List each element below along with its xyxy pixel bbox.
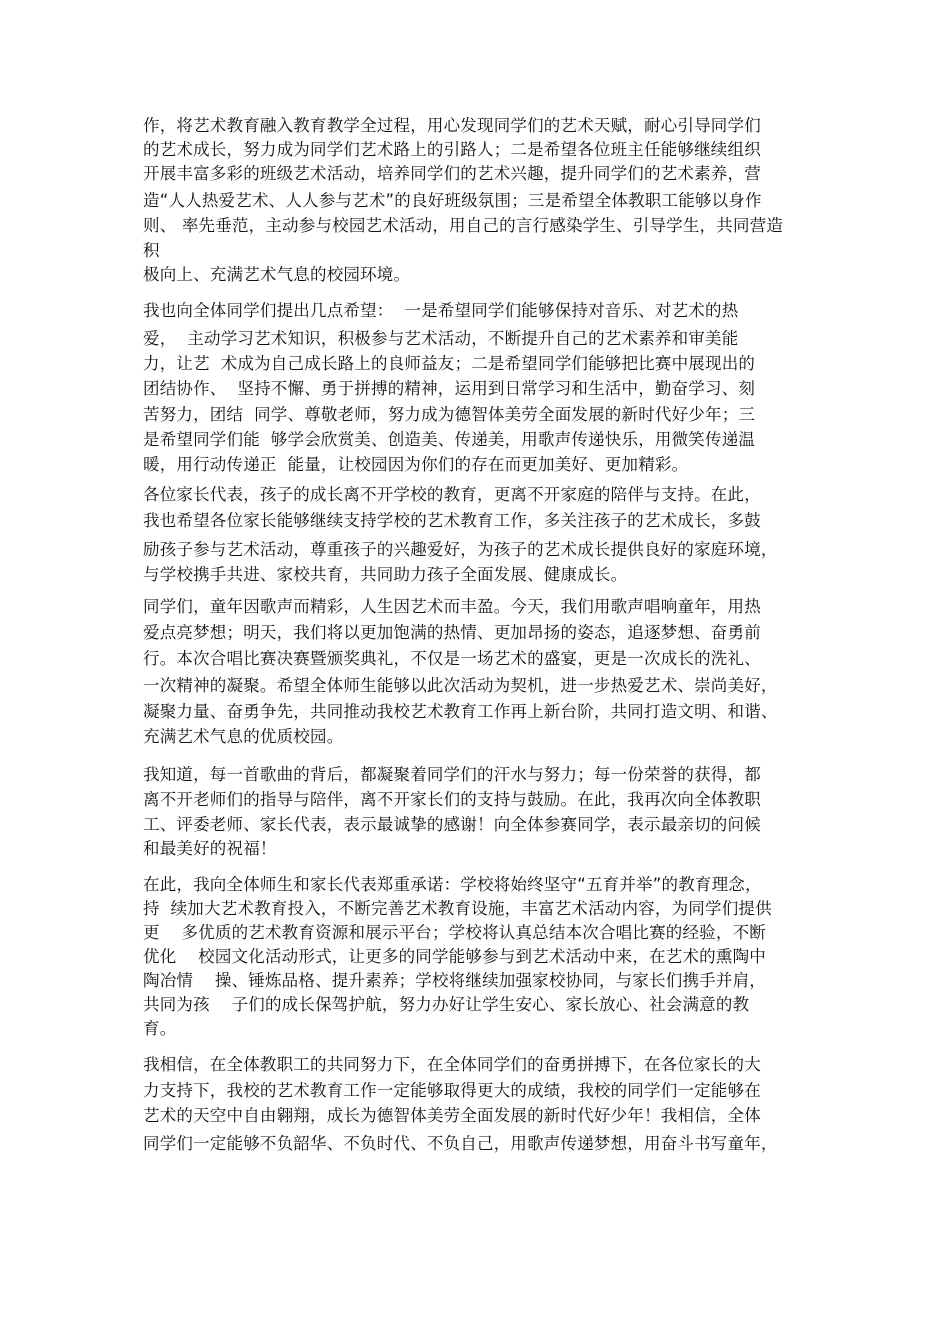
- paragraph-line: 持 续加大艺术教育投入，不断完善艺术教育设施，丰富艺术活动内容，为同学们提供: [143, 899, 772, 918]
- paragraph-line: 共同为孩 子们的成长保驾护航，努力办好让学生安心、家长放心、社会满意的教: [143, 995, 750, 1014]
- paragraph-line: 更 多优质的艺术教育资源和展示平台；学校将认真总结本次合唱比赛的经验，不断: [143, 923, 766, 942]
- paragraph-line: 工、评委老师、家长代表，表示最诚挚的感谢！向全体参赛同学，表示最亲切的问候: [143, 815, 761, 834]
- paragraph-line: 和最美好的祝福！: [143, 839, 277, 858]
- paragraph-line: 在此，我向全体师生和家长代表郑重承诺：学校将始终坚守“五育并举”的教育理念，: [143, 875, 762, 894]
- paragraph-line: 则、 率先垂范，主动参与校园艺术活动，用自己的言行感染学生、引导学生，共同营造: [143, 216, 784, 235]
- paragraph-line: 力支持下，我校的艺术教育工作一定能够取得更大的成绩，我校的同学们一定能够在: [143, 1081, 761, 1100]
- paragraph-line: 育。: [143, 1019, 177, 1038]
- paragraph-line: 陶冶情 操、锤炼品格、提升素养；学校将继续加强家校协同，与家长们携手并肩，: [143, 971, 766, 990]
- paragraph-line: 我也希望各位家长能够继续支持学校的艺术教育工作，多关注孩子的艺术成长，多鼓: [143, 511, 761, 530]
- paragraph-line: 离不开老师们的指导与陪伴，离不开家长们的支持与鼓励。在此，我再次向全体教职: [143, 790, 761, 809]
- paragraph-line: 一次精神的凝聚。希望全体师生能够以此次活动为契机，进一步热爱艺术、崇尚美好，: [143, 676, 778, 695]
- paragraph-line: 凝聚力量、奋勇争先，共同推动我校艺术教育工作再上新台阶，共同打造文明、和谐、: [143, 702, 778, 721]
- paragraph-line: 优化 校园文化活动形式，让更多的同学能够参与到艺术活动中来，在艺术的熏陶中: [143, 947, 766, 966]
- paragraph-line: 爱， 主动学习艺术知识，积极参与艺术活动，不断提升自己的艺术素养和审美能: [143, 329, 739, 348]
- paragraph-line: 力，让艺 术成为自己成长路上的良师益友；二是希望同学们能够把比赛中展现出的: [143, 354, 756, 373]
- paragraph-line: 造“人人热爱艺术、人人参与艺术”的良好班级氛围；三是希望全体教职工能够以身作: [143, 191, 762, 210]
- paragraph-line: 同学们一定能够不负韶华、不负时代、不负自己，用歌声传递梦想，用奋斗书写童年，: [143, 1134, 778, 1153]
- paragraph-line: 团结协作、 坚持不懈、勇于拼搏的精神，运用到日常学习和生活中，勤奋学习、刻: [143, 379, 756, 398]
- paragraph-line: 同学们，童年因歌声而精彩，人生因艺术而丰盈。今天，我们用歌声唱响童年，用热: [143, 597, 761, 616]
- paragraph-line: 极向上、充满艺术气息的校园环境。: [143, 265, 411, 284]
- paragraph-line: 励孩子参与艺术活动，尊重孩子的兴趣爱好，为孩子的艺术成长提供良好的家庭环境，: [143, 540, 778, 559]
- paragraph-line: 开展丰富多彩的班级艺术活动，培养同学们的艺术兴趣，提升同学们的艺术素养，营: [143, 164, 761, 183]
- paragraph-line: 充满艺术气息的优质校园。: [143, 727, 344, 746]
- paragraph-line: 的艺术成长，努力成为同学们艺术路上的引路人；二是希望各位班主任能够继续组织: [143, 140, 761, 159]
- paragraph-line: 作，将艺术教育融入教育教学全过程，用心发现同学们的艺术天赋，耐心引导同学们: [143, 116, 761, 135]
- paragraph-line: 我也向全体同学们提出几点希望： 一是希望同学们能够保持对音乐、对艺术的热: [143, 301, 739, 320]
- paragraph-line: 我知道，每一首歌曲的背后，都凝聚着同学们的汗水与努力；每一份荣誉的获得，都: [143, 765, 761, 784]
- paragraph-line: 艺术的天空中自由翱翔，成长为德智体美劳全面发展的新时代好少年！我相信，全体: [143, 1106, 761, 1125]
- paragraph-line: 我相信，在全体教职工的共同努力下，在全体同学们的奋勇拼搏下，在各位家长的大: [143, 1055, 761, 1074]
- paragraph-line: 与学校携手共进、家校共育，共同助力孩子全面发展、健康成长。: [143, 565, 628, 584]
- paragraph-line: 行。本次合唱比赛决赛暨颁奖典礼，不仅是一场艺术的盛宴，更是一次成长的洗礼、: [143, 649, 761, 668]
- paragraph-line: 是希望同学们能 够学会欣赏美、创造美、传递美，用歌声传递快乐，用微笑传递温: [143, 430, 756, 449]
- paragraph-line: 苦努力，团结 同学、尊敬老师，努力成为德智体美劳全面发展的新时代好少年；三: [143, 405, 756, 424]
- paragraph-line: 积: [143, 241, 160, 260]
- paragraph-line: 各位家长代表，孩子的成长离不开学校的教育，更离不开家庭的陪伴与支持。在此，: [143, 485, 761, 504]
- paragraph-line: 暖，用行动传递正 能量，让校园因为你们的存在而更加美好、更加精彩。: [143, 455, 689, 474]
- paragraph-line: 爱点亮梦想；明天，我们将以更加饱满的热情、更加昂扬的姿态，追逐梦想、奋勇前: [143, 623, 761, 642]
